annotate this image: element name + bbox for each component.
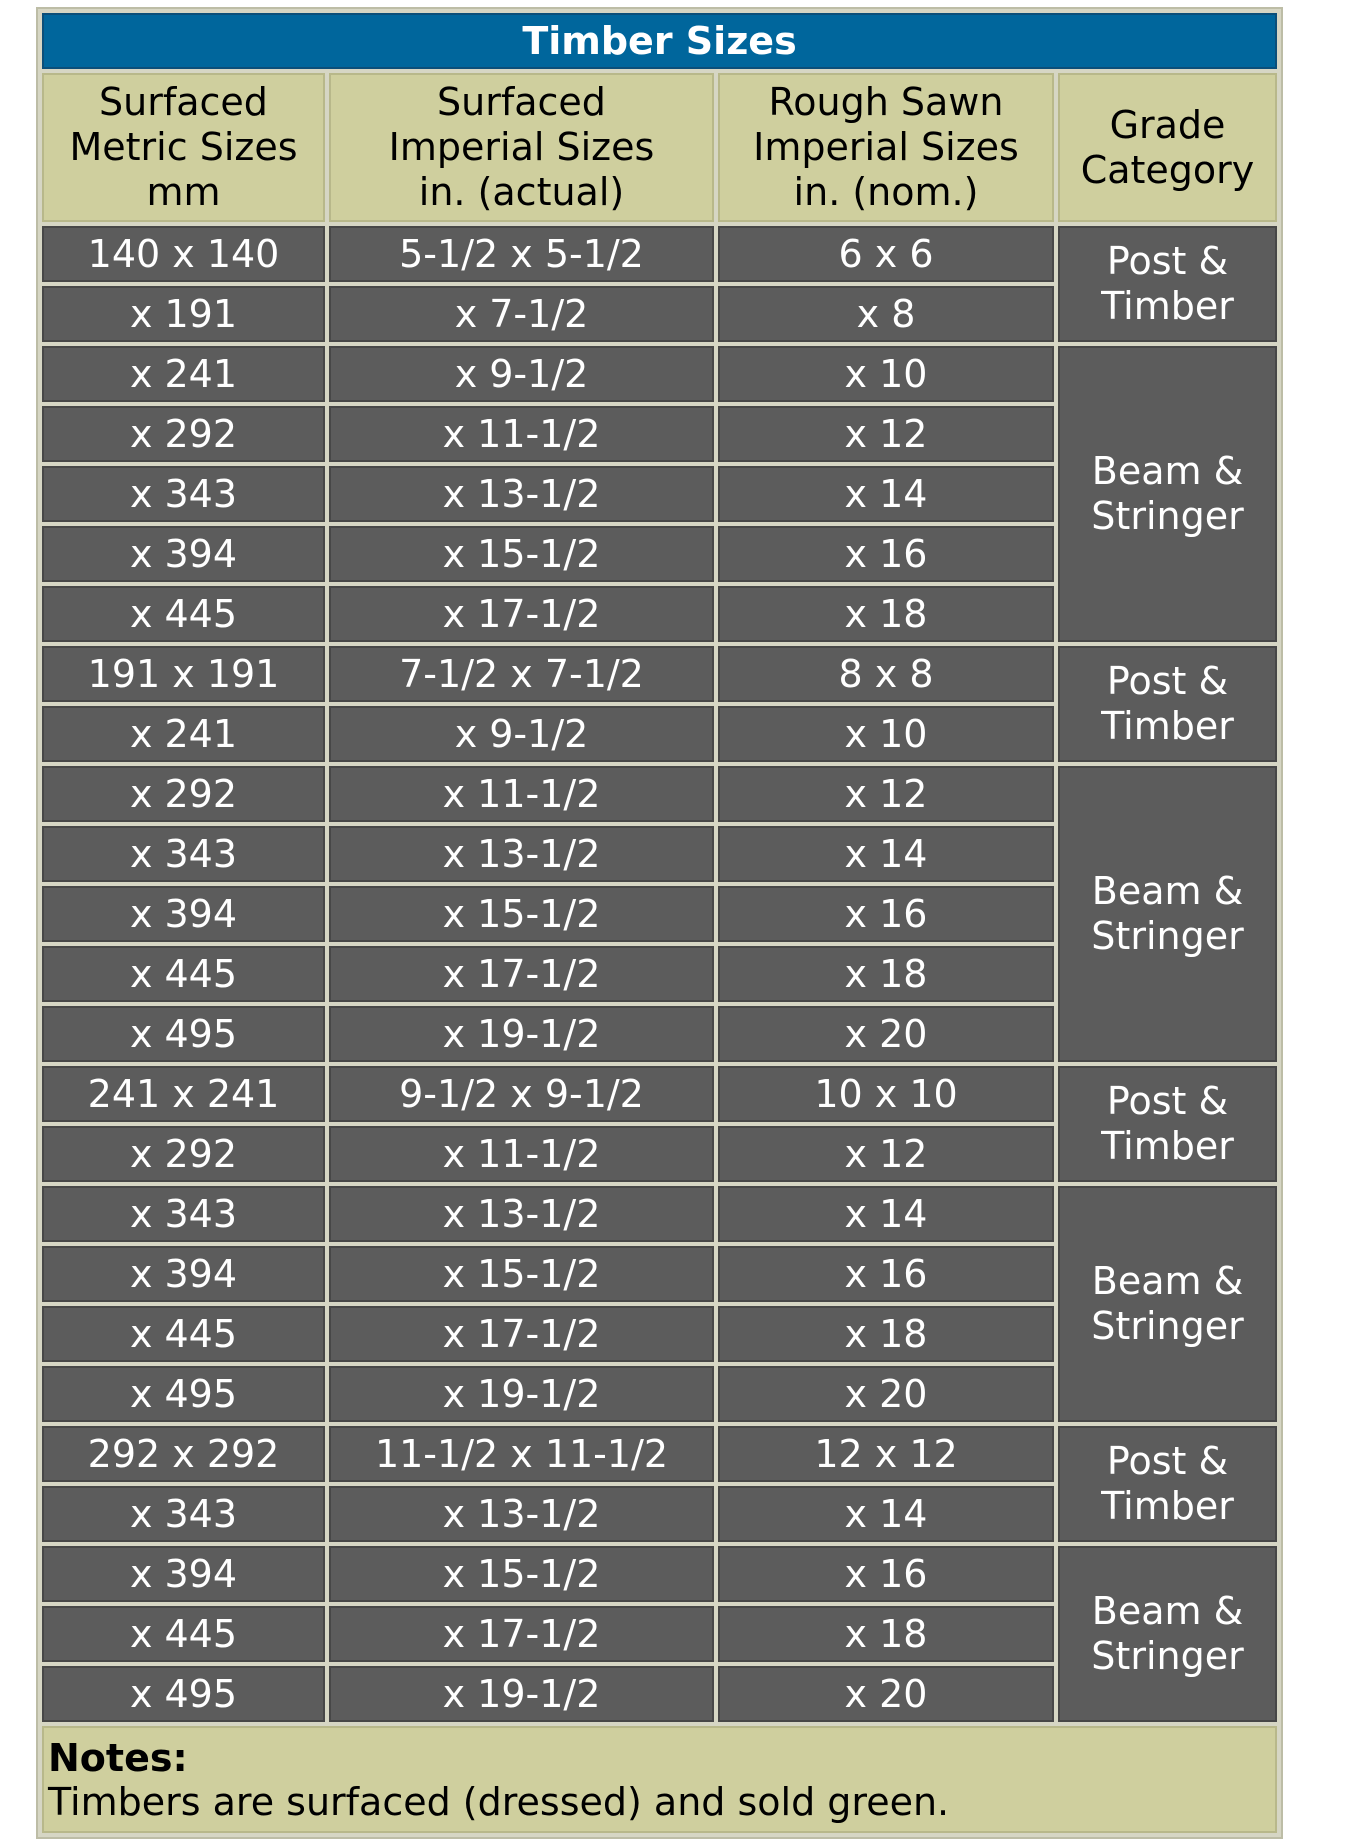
metric-size-cell: 191 x 191 (42, 646, 325, 702)
rough-sawn-cell: x 14 (718, 466, 1054, 522)
title-row (42, 13, 1277, 69)
imperial-actual-cell: x 17-1/2 (329, 586, 714, 642)
metric-size-cell: x 445 (42, 586, 325, 642)
metric-size-cell: x 445 (42, 1306, 325, 1362)
imperial-actual-cell: x 13-1/2 (329, 1486, 714, 1542)
imperial-actual-cell: x 17-1/2 (329, 1606, 714, 1662)
header-line: in. (actual) (418, 170, 625, 214)
imperial-actual-cell: x 13-1/2 (329, 466, 714, 522)
grade-category-cell (1058, 766, 1277, 1062)
rough-sawn-cell: x 10 (718, 706, 1054, 762)
imperial-actual-cell: x 11-1/2 (329, 1126, 714, 1182)
notes-cell (42, 1726, 1277, 1833)
imperial-actual-cell: x 15-1/2 (329, 1546, 714, 1602)
notes-row (42, 1726, 1277, 1833)
header-line: Metric Sizes (69, 125, 298, 169)
rough-sawn-cell: x 12 (718, 1126, 1054, 1182)
grade-line: Stringer (1091, 914, 1244, 958)
rough-sawn-cell: x 18 (718, 1306, 1054, 1362)
grade-line: Stringer (1091, 494, 1244, 538)
imperial-actual-cell: 9-1/2 x 9-1/2 (329, 1066, 714, 1122)
imperial-actual-cell: x 17-1/2 (329, 1306, 714, 1362)
grade-category-cell (1058, 346, 1277, 642)
grade-line: Beam & (1091, 1589, 1244, 1633)
grade-category-cell (1058, 226, 1277, 342)
imperial-actual-cell: x 13-1/2 (329, 826, 714, 882)
rough-sawn-cell: 12 x 12 (718, 1426, 1054, 1482)
grade-line: Post & (1106, 1439, 1229, 1483)
rough-sawn-cell: x 18 (718, 946, 1054, 1002)
metric-size-cell: x 495 (42, 1006, 325, 1062)
rough-sawn-cell: x 16 (718, 886, 1054, 942)
grade-line: Post & (1106, 239, 1229, 283)
metric-size-cell: 241 x 241 (42, 1066, 325, 1122)
table-row (42, 1066, 1277, 1122)
rough-sawn-cell: x 16 (718, 1546, 1054, 1602)
imperial-actual-cell: x 17-1/2 (329, 946, 714, 1002)
metric-size-cell: x 495 (42, 1366, 325, 1422)
metric-size-cell: x 445 (42, 1606, 325, 1662)
rough-sawn-cell: x 20 (718, 1366, 1054, 1422)
table-row (42, 346, 1277, 402)
grade-line: Post & (1106, 1079, 1229, 1123)
imperial-actual-cell: x 19-1/2 (329, 1666, 714, 1722)
header-line: Imperial Sizes (753, 125, 1019, 169)
header-row (42, 73, 1277, 222)
table-row (42, 1546, 1277, 1602)
imperial-actual-cell: x 11-1/2 (329, 766, 714, 822)
table-row (42, 1426, 1277, 1482)
imperial-actual-cell: x 9-1/2 (329, 346, 714, 402)
metric-size-cell: x 191 (42, 286, 325, 342)
metric-size-cell: x 292 (42, 766, 325, 822)
header-line: Category (1080, 147, 1255, 192)
metric-size-cell: x 241 (42, 706, 325, 762)
table-row (42, 646, 1277, 702)
metric-size-cell: x 394 (42, 886, 325, 942)
metric-size-cell: x 394 (42, 1246, 325, 1302)
rough-sawn-cell: 10 x 10 (718, 1066, 1054, 1122)
metric-size-cell: x 292 (42, 406, 325, 462)
metric-size-cell: x 445 (42, 946, 325, 1002)
imperial-actual-cell: x 13-1/2 (329, 1186, 714, 1242)
grade-category-cell (1058, 1546, 1277, 1722)
metric-size-cell: x 343 (42, 466, 325, 522)
rough-sawn-cell: x 14 (718, 1186, 1054, 1242)
rough-sawn-cell: x 12 (718, 406, 1054, 462)
grade-category-cell (1058, 1066, 1277, 1182)
table-row (42, 766, 1277, 822)
table-body (42, 226, 1277, 1722)
table-row (42, 1186, 1277, 1242)
grade-line: Timber (1101, 1124, 1234, 1168)
metric-size-cell: 292 x 292 (42, 1426, 325, 1482)
header-line: Grade (1109, 102, 1226, 147)
header-line: Surfaced (437, 80, 606, 124)
header-rough-sawn-imperial (718, 73, 1054, 222)
grade-line: Timber (1101, 284, 1234, 328)
grade-line: Stringer (1091, 1304, 1244, 1348)
imperial-actual-cell: x 9-1/2 (329, 706, 714, 762)
metric-size-cell: x 495 (42, 1666, 325, 1722)
metric-size-cell: 140 x 140 (42, 226, 325, 282)
header-line: in. (nom.) (793, 170, 979, 214)
rough-sawn-cell: 8 x 8 (718, 646, 1054, 702)
rough-sawn-cell: x 14 (718, 1486, 1054, 1542)
imperial-actual-cell: x 15-1/2 (329, 526, 714, 582)
metric-size-cell: x 343 (42, 826, 325, 882)
imperial-actual-cell: x 19-1/2 (329, 1006, 714, 1062)
imperial-actual-cell: x 15-1/2 (329, 1246, 714, 1302)
grade-line: Beam & (1091, 449, 1244, 493)
grade-line: Post & (1106, 659, 1229, 703)
grade-category-cell (1058, 646, 1277, 762)
rough-sawn-cell: x 16 (718, 526, 1054, 582)
header-surfaced-metric (42, 73, 325, 222)
rough-sawn-cell: x 18 (718, 1606, 1054, 1662)
imperial-actual-cell: 11-1/2 x 11-1/2 (329, 1426, 714, 1482)
imperial-actual-cell: 7-1/2 x 7-1/2 (329, 646, 714, 702)
metric-size-cell: x 343 (42, 1186, 325, 1242)
header-line: Imperial Sizes (388, 125, 655, 169)
metric-size-cell: x 241 (42, 346, 325, 402)
rough-sawn-cell: x 18 (718, 586, 1054, 642)
metric-size-cell: x 343 (42, 1486, 325, 1542)
grade-line: Beam & (1091, 1259, 1244, 1303)
timber-sizes-table (36, 7, 1283, 1839)
imperial-actual-cell: x 19-1/2 (329, 1366, 714, 1422)
rough-sawn-cell: 6 x 6 (718, 226, 1054, 282)
header-grade-category (1058, 73, 1277, 222)
imperial-actual-cell: x 7-1/2 (329, 286, 714, 342)
grade-line: Timber (1101, 704, 1234, 748)
imperial-actual-cell: 5-1/2 x 5-1/2 (329, 226, 714, 282)
notes-text: Timbers are surfaced (dressed) and sold green. (48, 1780, 950, 1824)
rough-sawn-cell: x 12 (718, 766, 1054, 822)
imperial-actual-cell: x 11-1/2 (329, 406, 714, 462)
header-line: Surfaced (99, 80, 268, 124)
imperial-actual-cell: x 15-1/2 (329, 886, 714, 942)
table-row (42, 226, 1277, 282)
rough-sawn-cell: x 10 (718, 346, 1054, 402)
rough-sawn-cell: x 14 (718, 826, 1054, 882)
metric-size-cell: x 394 (42, 526, 325, 582)
metric-size-cell: x 292 (42, 1126, 325, 1182)
header-line: mm (146, 170, 221, 214)
header-surfaced-imperial (329, 73, 714, 222)
rough-sawn-cell: x 8 (718, 286, 1054, 342)
grade-line: Stringer (1091, 1634, 1244, 1678)
grade-category-cell (1058, 1426, 1277, 1542)
header-line: Rough Sawn (768, 80, 1004, 124)
grade-line: Timber (1101, 1484, 1234, 1528)
rough-sawn-cell: x 16 (718, 1246, 1054, 1302)
notes-title: Notes: (48, 1736, 188, 1780)
grade-line: Beam & (1091, 869, 1244, 913)
metric-size-cell: x 394 (42, 1546, 325, 1602)
rough-sawn-cell: x 20 (718, 1006, 1054, 1062)
rough-sawn-cell: x 20 (718, 1666, 1054, 1722)
table-title: Timber Sizes (42, 13, 1277, 69)
grade-category-cell (1058, 1186, 1277, 1422)
